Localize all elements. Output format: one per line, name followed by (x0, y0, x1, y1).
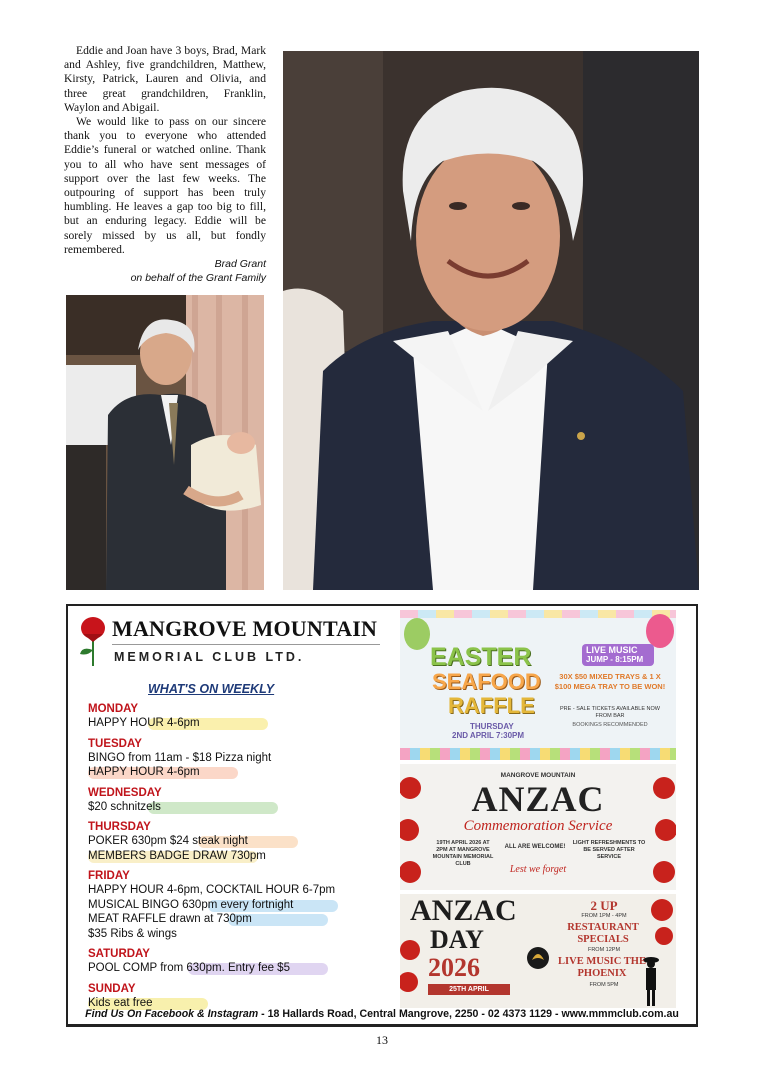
anzac-day-year: 2026 (428, 953, 480, 982)
easter-raffle-panel (400, 610, 676, 760)
tribute-paragraph-1: Eddie and Joan have 3 boys, Brad, Mark and Ashley, five grandchildren, Matthew, Kirsty, Patrick, Lauren and Olivia, and three great grandchildren, Franklin, Waylon and Abigail. (64, 44, 266, 114)
schedule-line: HAPPY HOUR 4-6pm, COCKTAIL HOUR 6-7pm (88, 884, 336, 896)
easter-title-3: RAFFLE (448, 693, 535, 718)
day-thursday: THURSDAY (88, 821, 151, 833)
easter-date-2: 2ND APRIL 7:30PM (452, 731, 525, 740)
photo-man-with-baby-illustration (66, 295, 264, 590)
day-wednesday: WEDNESDAY (88, 786, 162, 799)
tribute-paragraph-2: We would like to pass on our sincere thank you to everyone who attended Eddie’s funeral or watched online. Thank you to all who have sent messages of support over the last few weeks. The outpouring of support has been truly humbling. He leaves a gap too big to fill, but an enduring legacy. Eddie will be sorely missed by us all, but fondly remembered. (64, 115, 266, 256)
schedule-line: HAPPY HOUR 4-6pm (88, 765, 388, 780)
photo-portrait (283, 51, 699, 590)
schedule-line: POOL COMP from 630pm. Entry fee $5 (88, 961, 388, 976)
page-number: 13 (376, 1033, 388, 1047)
anzac-info-date: 19TH APRIL 2026 AT 2PM AT MANGROVE MOUNTAIN MEMORIAL CLUB (432, 840, 494, 867)
schedule-line: HAPPY HOUR 4-6pm (88, 716, 388, 731)
club-name: MANGROVE MOUNTAIN (112, 616, 378, 641)
schedule-line: $20 schnitzels (88, 800, 388, 815)
poppy-icon (400, 938, 422, 998)
easter-title-2: SEAFOOD (432, 669, 541, 694)
easter-egg-icon (402, 616, 432, 652)
easter-booking: BOOKINGS RECOMMENDED (572, 722, 648, 728)
two-up-title: 2 UP (590, 898, 618, 913)
live-music-phoenix: LIVE MUSIC THE PHOENIX (558, 956, 646, 979)
weekly-schedule (88, 702, 388, 1010)
waratah-logo-icon (78, 614, 108, 666)
day-tuesday: TUESDAY (88, 737, 142, 750)
anzac-info-welcome: ALL ARE WELCOME! (504, 844, 566, 850)
day-saturday: SATURDAY (88, 948, 150, 960)
day-sunday: SUNDAY (88, 982, 136, 995)
footer-social: Find Us On Facebook & Instagram (85, 1008, 259, 1020)
music-time: FROM 5PM (589, 982, 619, 988)
ad-footer (66, 1008, 698, 1020)
anzac-club-name: MANGROVE MOUNTAIN (500, 772, 576, 779)
anzac-title: ANZAC (471, 779, 605, 819)
anzac-info-refreshments: LIGHT REFRESHMENTS TO BE SERVED AFTER SERVICE (572, 840, 646, 860)
anzac-day-title-1: ANZAC (410, 894, 517, 927)
tribute-text (64, 44, 266, 285)
photo-portrait-illustration (283, 51, 699, 590)
two-up-time: FROM 1PM - 4PM (581, 913, 627, 919)
schedule-line: POKER 630pm $24 steak night (88, 834, 388, 849)
anzac-service-panel (400, 764, 676, 890)
anzac-motto: Lest we forget (509, 864, 567, 875)
day-friday: FRIDAY (88, 870, 130, 882)
day-monday: MONDAY (88, 703, 139, 715)
schedule-line: $35 Ribs & wings (88, 927, 177, 940)
anzac-day-date: 25TH APRIL (449, 986, 489, 993)
schedule-line: MUSICAL BINGO 630pm every fortnight (88, 898, 388, 913)
phoenix-icon (526, 944, 550, 972)
whats-on-heading: WHAT'S ON WEEKLY (148, 682, 275, 696)
schedule-line: Kids eat free (88, 996, 388, 1011)
anzac-subtitle: Commemoration Service (463, 818, 613, 834)
easter-live-music: LIVE MUSIC (586, 645, 638, 655)
restaurant-specials: RESTAURANT SPECIALS (567, 922, 639, 945)
easter-prize: 30X $50 MIXED TRAYS & 1 X $100 MEGA TRAY TO BE WON! (554, 672, 666, 691)
photo-man-with-baby (66, 295, 264, 590)
club-subtitle: MEMORIAL CLUB LTD. (114, 650, 305, 664)
easter-date-1: THURSDAY (470, 722, 514, 731)
easter-title-1: EASTER (430, 643, 532, 671)
anzac-day-panel (400, 894, 676, 1008)
anzac-day-title-2: DAY (430, 925, 484, 954)
footer-contact: - 18 Hallards Road, Central Mangrove, 2250 - 02 4373 1129 - www.mmmclub.com.au (258, 1008, 679, 1020)
schedule-line: BINGO from 11am - $18 Pizza night (88, 751, 272, 764)
specials-time: FROM 12PM (587, 947, 621, 953)
signature-line: on behalf of the Grant Family (130, 272, 266, 285)
signature-name: Brad Grant (214, 258, 266, 271)
easter-jump: JUMP - 8:15PM (586, 655, 644, 664)
schedule-line: MEMBERS BADGE DRAW 730pm (88, 849, 266, 862)
easter-presale: PRE - SALE TICKETS AVAILABLE NOW FROM BAR (560, 706, 660, 719)
schedule-line: MEAT RAFFLE drawn at 730pm (88, 912, 388, 927)
